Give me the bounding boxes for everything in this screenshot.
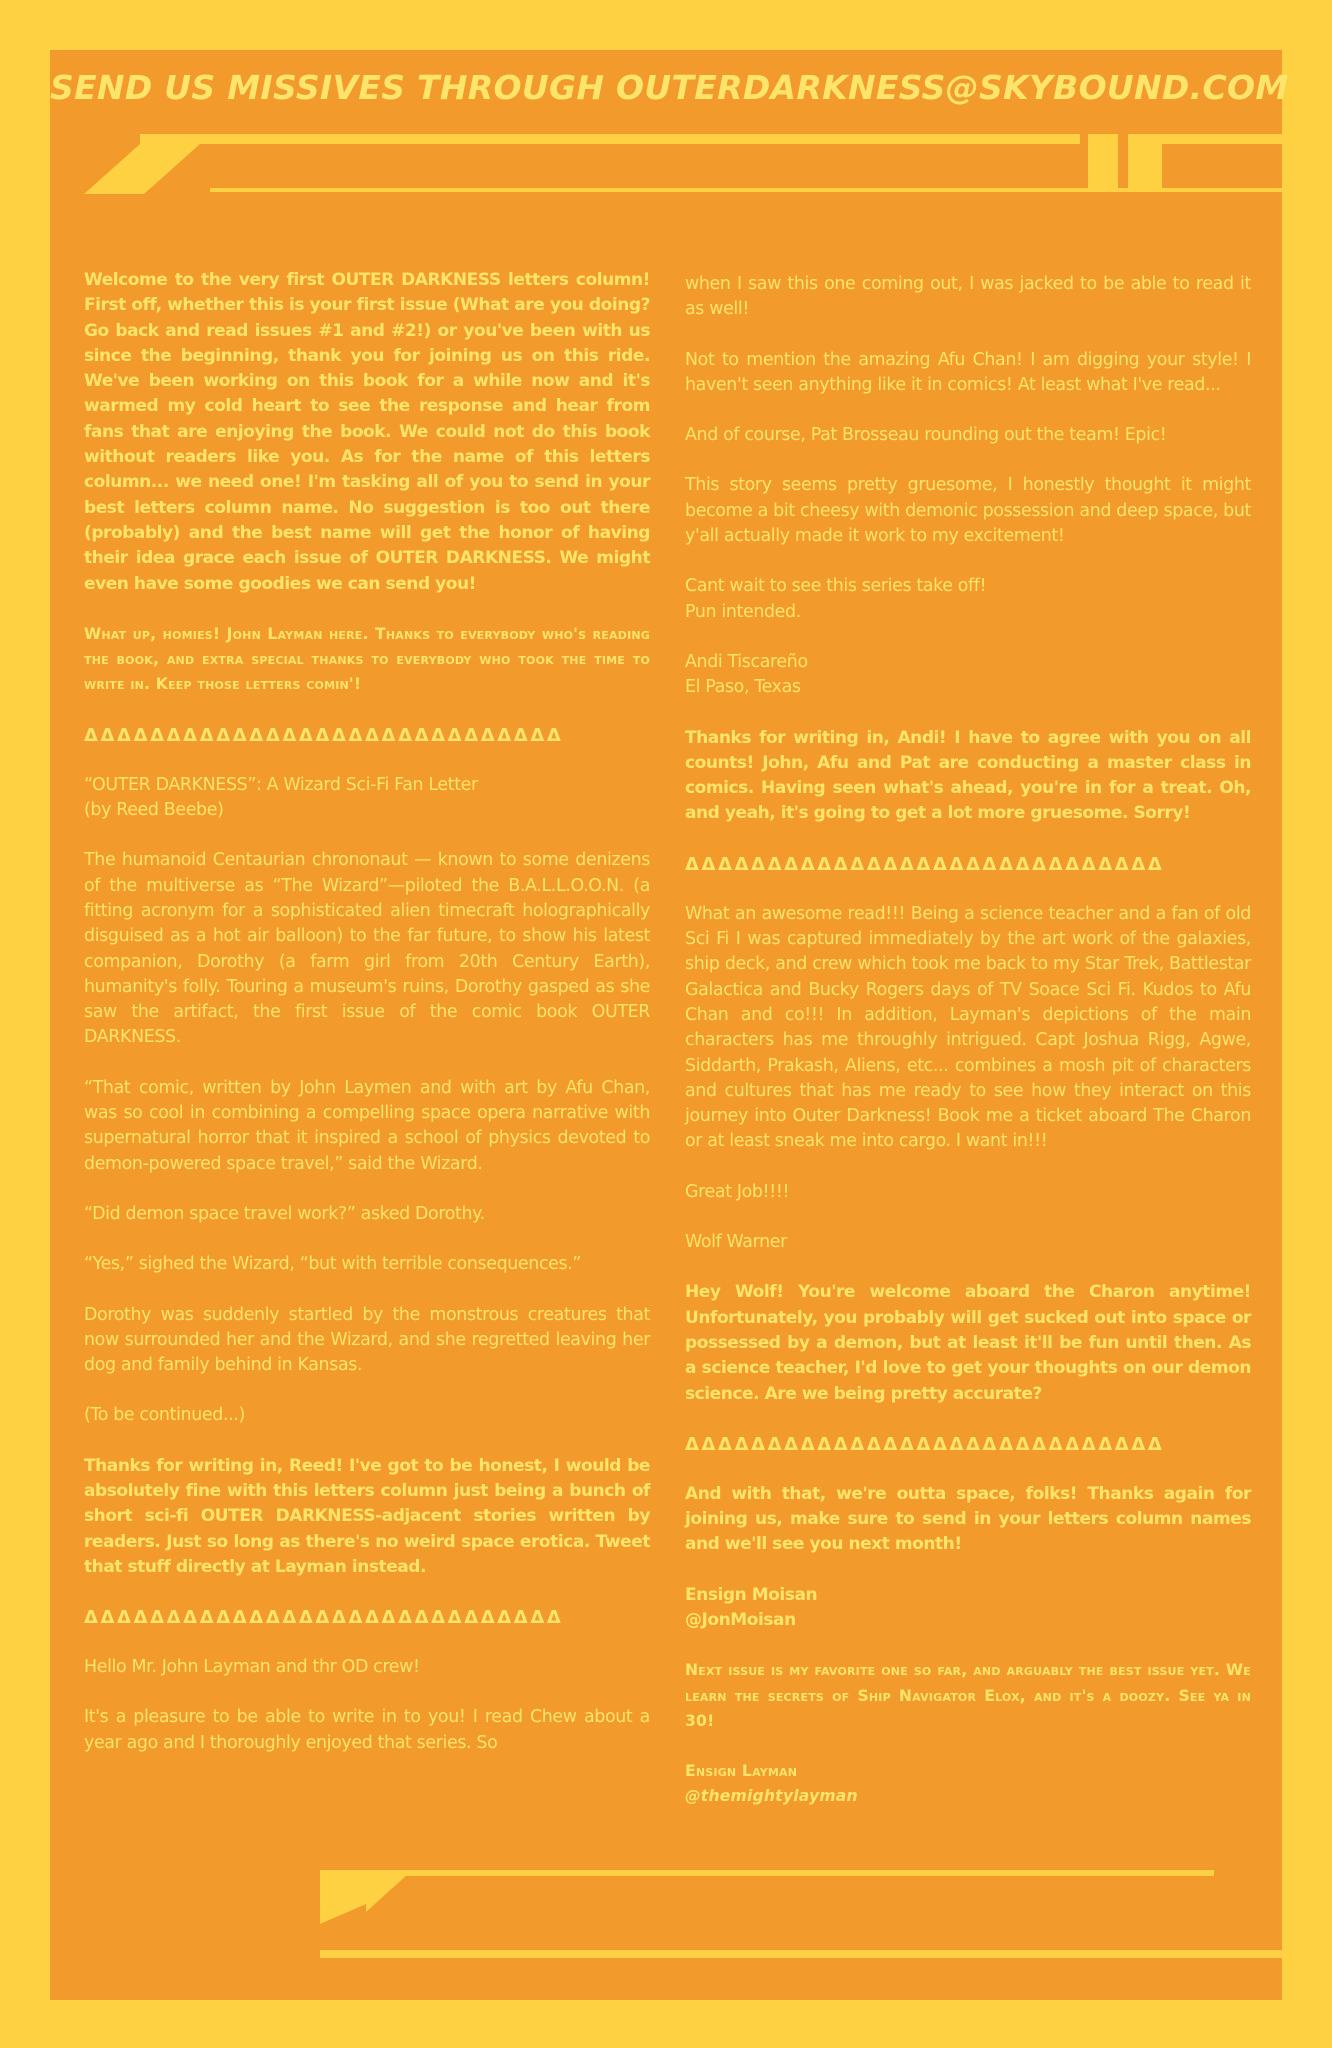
letter-paragraph: Cant wait to see this series take off! Pun intended. xyxy=(685,576,987,622)
top-bar-left xyxy=(140,134,1080,144)
letter-paragraph: Hello Mr. John Layman and thr OD crew! xyxy=(84,1657,420,1678)
letter-paragraph: “Yes,” sighed the Wizard, “but with terrible consequences.” xyxy=(84,1254,582,1275)
reply-paragraph: Thanks for writing in, Andi! I have to agree with you on all counts! John, Afu and Pat are conducting a master class in comics. Having seen what's ahead, you're in for a treat. Oh, and yeah, it's going to get a lot more gruesome. Sorry! xyxy=(685,727,1251,824)
letter-paragraph: It's a pleasure to be able to write in to you! I read Chew about a year ago and I thoroughly enjoyed that series. So xyxy=(84,1707,650,1753)
letter-paragraph: This story seems pretty gruesome, I honestly thought it might become a bit cheesy with demonic possession and deep space, but y'all actually made it work to my excitement! xyxy=(685,475,1251,547)
letter-paragraph: What an awesome read!!! Being a science teacher and a fan of old Sci Fi I was captured immediately by the art work of the galaxies, ship deck, and crew which took me back to my Star Trek, Battlestar Galactica and Bucky Rogers days of TV Soace Sci Fi. Kudos to Afu Chan and co!!! In addition, Layman's depictions of the main characters has me throughly intrigued. Capt Joshua Rigg, Agwe, Siddarth, Prakash, Aliens, etc... combines a mosh pit of characters and cultures that has me ready to see how they interact on this journey into Outer Darkness! Book me a ticket aboard The Charon or at least sneak me into cargo. I want in!!! xyxy=(685,903,1251,1152)
reply-paragraph: Thanks for writing in, Reed! I've got to be honest, I would be absolutely fine with this letters column just being a bunch of short sci-fi OUTER DARKNESS-adjacent stories written by readers. Just so long as there's no weird space erotica. Tweet that stuff directly at Layman instead. xyxy=(84,1455,650,1577)
inner-divider xyxy=(210,188,1282,192)
letter-paragraph: Dorothy was suddenly startled by the monstrous creatures that now surrounded her and the Wizard, and she regretted leaving her dog and family behind in Kansas. xyxy=(84,1304,650,1376)
letter-paragraph: The humanoid Centaurian chrononaut — known to some denizens of the multiverse as “The Wizard”—piloted the B.A.L.L.O.O.N. (a fitting acronym for a sophisticated alien timecraft holographically disguised as a hot air balloon) to the far future, to show his latest companion, Dorothy (a farm girl from 20th Century Earth), humanity's folly. Touring a museum's ruins, Dorothy gasped as she saw the artifact, the first issue of the comic book OUTER DARKNESS. xyxy=(84,850,650,1048)
separator: ΔΔΔΔΔΔΔΔΔΔΔΔΔΔΔΔΔΔΔΔΔΔΔΔΔΔΔΔΔ xyxy=(84,1607,564,1629)
inner-notch xyxy=(50,194,210,204)
bottom-bar-top xyxy=(320,1870,1214,1876)
layman-closing: Next issue is my favorite one so far, and arguably the best issue yet. We learn the secrets of Ship Navigator Elox, and it's a doozy. See ya in 30! xyxy=(685,1661,1251,1730)
bottom-bar-left xyxy=(320,1874,366,1924)
bottom-bar-slant xyxy=(366,1874,408,1912)
reply-paragraph: Hey Wolf! You're welcome aboard the Charon anytime! Unfortunately, you probably will get sucked out into space or possessed by a demon, but at least it'll be fun until then. As a science teacher, I'd love to get your thoughts on our demon science. Are we being pretty accurate? xyxy=(685,1282,1251,1404)
letter-paragraph: And of course, Pat Brosseau rounding out the team! Epic! xyxy=(685,425,1167,446)
page-header: SEND US MISSIVES THROUGH OUTERDARKNESS@SKYBOUND.COM xyxy=(50,68,1289,107)
bottom-bar-corner xyxy=(1214,1870,1282,1912)
intro-paragraph: Welcome to the very first OUTER DARKNESS letters column! First off, whether this is your first issue (What are you doing? Go back and read issues #1 and #2!) or you've been with us since the beginning, thank you for joining us on this ride. We've been working on this book for a while now and it's warmed my cold heart to see the response and hear from fans that are enjoying the book. We could not do this book without readers like you. As for the name of this letters column... we need one! I'm tasking all of you to send in your best letters column name. No suggestion is too out there (probably) and the best name will get the honor of having their idea grace each issue of OUTER DARKNESS. We might even have some goodies we can send you! xyxy=(84,270,650,594)
separator: ΔΔΔΔΔΔΔΔΔΔΔΔΔΔΔΔΔΔΔΔΔΔΔΔΔΔΔΔΔ xyxy=(84,724,564,746)
top-bar-block-1 xyxy=(1088,134,1118,190)
letter-signature: Andi Tiscareño El Paso, Texas xyxy=(685,651,808,698)
letter-signature: Wolf Warner xyxy=(685,1232,787,1253)
separator: ΔΔΔΔΔΔΔΔΔΔΔΔΔΔΔΔΔΔΔΔΔΔΔΔΔΔΔΔΔ xyxy=(685,853,1165,875)
closing-signature: Ensign Moisan @JonMoisan xyxy=(685,1584,818,1630)
letter-paragraph: Great Job!!!! xyxy=(685,1181,790,1202)
layman-note: What up, homies! John Layman here. Thanks to everybody who's reading the book, and extra special thanks to everybody who took the time to write in. Keep those letters comin'! xyxy=(84,624,650,694)
top-bar-slant xyxy=(84,144,200,194)
right-column xyxy=(685,272,1251,1835)
separator: ΔΔΔΔΔΔΔΔΔΔΔΔΔΔΔΔΔΔΔΔΔΔΔΔΔΔΔΔΔ xyxy=(685,1433,1165,1455)
letter-paragraph: Not to mention the amazing Afu Chan! I am digging your style! I haven't seen anything like it in comics! At least what I've read... xyxy=(685,349,1251,395)
top-bar-block-2 xyxy=(1128,134,1162,190)
layman-signature-handle: @themightylayman xyxy=(685,1787,858,1806)
layman-signature xyxy=(685,1759,1251,1810)
letter-title: “OUTER DARKNESS”: A Wizard Sci-Fi Fan Letter (by Reed Beebe) xyxy=(84,774,478,821)
layman-signature-name: Ensign Layman xyxy=(685,1762,798,1781)
letter-paragraph: “Did demon space travel work?” asked Dorothy. xyxy=(84,1203,485,1224)
top-bar-right xyxy=(1162,134,1282,144)
letter-paragraph: (To be continued...) xyxy=(84,1405,245,1426)
letter-paragraph: “That comic, written by John Laymen and with art by Afu Chan, was so cool in combining a compelling space opera narrative with supernatural horror that it inspired a school of physics devoted to demon-powered space travel,” said the Wizard. xyxy=(84,1077,650,1174)
bottom-bar-long xyxy=(320,1950,1282,1958)
left-column xyxy=(84,268,650,1781)
closing-paragraph: And with that, we're outta space, folks! Thanks again for joining us, make sure to send in your letters column names and we'll see you next month! xyxy=(685,1483,1251,1555)
letter-paragraph: when I saw this one coming out, I was jacked to be able to read it as well! xyxy=(685,274,1251,320)
